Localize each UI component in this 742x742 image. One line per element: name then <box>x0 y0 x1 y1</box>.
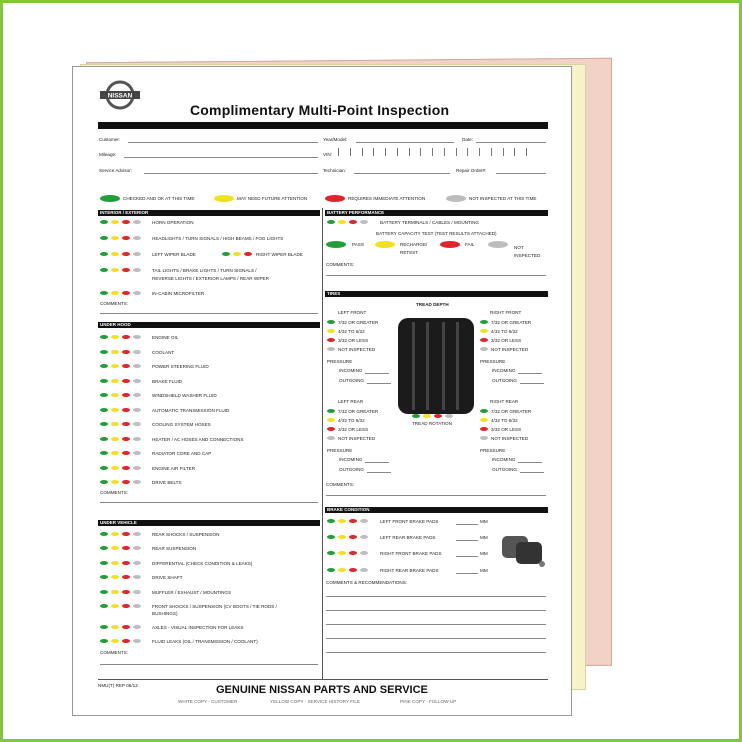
underhood-item-label: DRIVE BELTS <box>152 480 182 485</box>
interior-comments-line[interactable] <box>100 313 318 314</box>
recommendation-line-2[interactable] <box>326 610 546 611</box>
tire-left_front-incoming-line[interactable] <box>365 373 389 374</box>
brake-rating-yellow[interactable] <box>338 568 346 572</box>
right-wiper-rating-red[interactable] <box>244 252 252 256</box>
underhood-rating-red[interactable] <box>122 451 130 455</box>
undervehicle-item-label: MUFFLER / EXHAUST / MOUNTINGS <box>152 590 232 595</box>
underhood-rating-green[interactable] <box>100 480 108 484</box>
underhood-item-label: COOLANT <box>152 350 175 355</box>
tire-right_front-label: RIGHT FRONT <box>490 310 522 315</box>
right-wiper-rating-yellow[interactable] <box>233 252 241 256</box>
legend-green-swatch <box>100 195 120 202</box>
undervehicle-rating-red[interactable] <box>122 590 130 594</box>
rotation-green[interactable] <box>412 414 420 418</box>
undervehicle-rating-green[interactable] <box>100 546 108 550</box>
undervehicle-rating-yellow[interactable] <box>111 639 119 643</box>
tire-right_front-dot-r[interactable] <box>480 338 488 342</box>
brake-item-label: LEFT REAR BRAKE PADS <box>380 535 436 540</box>
tire-right_rear-label: RIGHT REAR <box>490 399 519 404</box>
battery-pass-label: PASS <box>352 242 364 247</box>
undervehicle-rating-green[interactable] <box>100 575 108 579</box>
battery-not-label: NOT <box>514 245 524 250</box>
undervehicle-rating-red[interactable] <box>122 625 130 629</box>
tire-left_front-depth-label: 7/32 OR GREATER <box>338 320 379 325</box>
underhood-rating-red[interactable] <box>122 379 130 383</box>
service-advisor-line[interactable] <box>144 173 318 174</box>
brake-rating-gray[interactable] <box>360 568 368 572</box>
tail-lights-cont-label: REVERSE LIGHTS / EXTERIOR LAMPS / REAR WIPER <box>152 276 269 281</box>
interior-rating-yellow[interactable] <box>111 291 119 295</box>
mileage-line[interactable] <box>124 157 318 158</box>
interior-item-label: LEFT WIPER BLADE <box>152 252 196 257</box>
battery-capacity-label: BATTERY CAPACITY TEST (TEST RESULTS ATTACHED) <box>376 231 497 236</box>
underhood-item-label: HEATER / AC HOSES AND CONNECTIONS <box>152 437 244 442</box>
undervehicle-comments-line[interactable] <box>100 664 318 665</box>
brake-rating-green[interactable] <box>327 535 335 539</box>
undervehicle-rating-gray[interactable] <box>133 625 141 629</box>
underhood-rating-yellow[interactable] <box>111 422 119 426</box>
underhood-rating-yellow[interactable] <box>111 335 119 339</box>
underhood-rating-yellow[interactable] <box>111 393 119 397</box>
tire-left_front-dot-r[interactable] <box>327 338 335 342</box>
undervehicle-rating-green[interactable] <box>100 561 108 565</box>
tire-left_rear-incoming-label: INCOMING <box>339 457 363 462</box>
interior-rating-red[interactable] <box>122 252 130 256</box>
svg-text:NISSAN: NISSAN <box>107 92 133 100</box>
tire-right_front-depth-label: 7/32 OR GREATER <box>491 320 532 325</box>
right-wiper-rating-green[interactable] <box>222 252 230 256</box>
underhood-rating-red[interactable] <box>122 364 130 368</box>
legend-gray-label: NOT INSPECTED AT THIS TIME <box>469 196 537 201</box>
underhood-rating-red[interactable] <box>122 350 130 354</box>
tire-left_rear-depth-label: 4/32 TO 6/32 <box>338 418 365 423</box>
tire-right_front-dot-y[interactable] <box>480 329 488 333</box>
column-divider <box>322 208 323 680</box>
rotation-yellow[interactable] <box>423 414 431 418</box>
battery-header: BATTERY PERFORMANCE <box>325 210 548 216</box>
interior-rating-red[interactable] <box>122 268 130 272</box>
underhood-comments-label: COMMENTS: <box>100 490 129 495</box>
interior-item-label: TAIL LIGHTS / BRAKE LIGHTS / TURN SIGNALS / <box>152 268 257 273</box>
repair-order-line[interactable] <box>496 173 546 174</box>
brake-unit-label: MM <box>480 568 488 573</box>
tires-comments-label: COMMENTS: <box>326 482 355 487</box>
undervehicle-rating-yellow[interactable] <box>111 561 119 565</box>
undervehicle-rating-red[interactable] <box>122 604 130 608</box>
tire-left_rear-outgoing-label: OUTGOING <box>339 467 365 472</box>
undervehicle-rating-red[interactable] <box>122 532 130 536</box>
tire-right_front-outgoing-label: OUTGOING <box>492 378 518 383</box>
battery-yellow[interactable] <box>338 220 346 224</box>
battery-comments-label: COMMENTS: <box>326 262 355 267</box>
undervehicle-rating-green[interactable] <box>100 639 108 643</box>
underhood-item-label: AUTOMATIC TRANSMISSION FLUID <box>152 408 230 413</box>
battery-recharge-label: RECHARGE/ <box>400 242 428 247</box>
underhood-rating-gray[interactable] <box>133 379 141 383</box>
tire-right_rear-dot-g[interactable] <box>480 409 488 413</box>
customer-line[interactable] <box>128 142 318 143</box>
underhood-rating-yellow[interactable] <box>111 350 119 354</box>
battery-retest-label: RETEST <box>400 250 419 255</box>
title-rule <box>98 122 548 129</box>
underhood-rating-green[interactable] <box>100 422 108 426</box>
service-advisor-label: Service Advisor: <box>99 168 132 173</box>
date-line[interactable] <box>476 142 546 143</box>
underhood-comments-line[interactable] <box>100 502 318 503</box>
brake-item-label: RIGHT REAR BRAKE PADS <box>380 568 439 573</box>
underhood-rating-green[interactable] <box>100 364 108 368</box>
tread-rotation-label: TREAD ROTATION <box>412 421 452 426</box>
tire-left_rear-dot-g[interactable] <box>327 409 335 413</box>
brake-item-label: LEFT FRONT BRAKE PADS <box>380 519 439 524</box>
underhood-rating-red[interactable] <box>122 335 130 339</box>
interior-item-label: IN-CABIN MICROFILTER <box>152 291 205 296</box>
undervehicle-header: UNDER VEHICLE <box>98 520 320 526</box>
interior-rating-green[interactable] <box>100 291 108 295</box>
battery-inspected-label: INSPECTED <box>514 253 541 258</box>
underhood-rating-red[interactable] <box>122 408 130 412</box>
brake-rating-gray[interactable] <box>360 535 368 539</box>
mileage-label: Mileage: <box>99 152 117 157</box>
interior-rating-yellow[interactable] <box>111 268 119 272</box>
tire-left_rear-depth-label: NOT INSPECTED <box>338 436 376 441</box>
undervehicle-item-label: FRONT SHOCKS / SUSPENSION (CV BOOTS / TIE RODS / <box>152 604 277 609</box>
interior-rating-green[interactable] <box>100 220 108 224</box>
tire-right_front-dot-n[interactable] <box>480 347 488 351</box>
tire-right_rear-dot-r[interactable] <box>480 427 488 431</box>
battery-item-label: BATTERY TERMINALS / CABLES / MOUNTING <box>380 220 479 225</box>
tire-left_rear-pressure-label: PRESSURE <box>327 448 353 453</box>
tire-right_front-incoming-label: INCOMING <box>492 368 516 373</box>
tire-left_front-pressure-label: PRESSURE <box>327 359 353 364</box>
brake-rating-green[interactable] <box>327 551 335 555</box>
footer-white-copy: WHITE COPY - CUSTOMER <box>178 699 238 704</box>
brake-unit-label: MM <box>480 535 488 540</box>
underhood-item-label: WINDSHIELD WASHER FLUID <box>152 393 217 398</box>
underhood-item-label: RADIATOR CORE AND CAP <box>152 451 212 456</box>
underhood-rating-gray[interactable] <box>133 480 141 484</box>
interior-rating-red[interactable] <box>122 220 130 224</box>
undervehicle-rating-green[interactable] <box>100 532 108 536</box>
tire-left_front-depth-label: 3/32 OR LESS <box>338 338 369 343</box>
underhood-rating-gray[interactable] <box>133 364 141 368</box>
battery-fail-label: FAIL <box>465 242 475 247</box>
undervehicle-rating-yellow[interactable] <box>111 590 119 594</box>
undervehicle-rating-green[interactable] <box>100 590 108 594</box>
underhood-rating-gray[interactable] <box>133 335 141 339</box>
brake-mm-line[interactable] <box>456 556 478 557</box>
underhood-rating-gray[interactable] <box>133 408 141 412</box>
rotation-gray[interactable] <box>445 414 453 418</box>
brake-unit-label: MM <box>480 551 488 556</box>
underhood-rating-gray[interactable] <box>133 451 141 455</box>
interior-rating-green[interactable] <box>100 236 108 240</box>
undervehicle-item-label: REAR SUSPENSION <box>152 546 197 551</box>
rotation-red[interactable] <box>434 414 442 418</box>
interior-rating-red[interactable] <box>122 236 130 240</box>
undervehicle-rating-gray[interactable] <box>133 561 141 565</box>
tire-right_front-outgoing-line[interactable] <box>520 383 544 384</box>
tire-left_rear-depth-label: 7/32 OR GREATER <box>338 409 379 414</box>
legend-green-label: CHECKED AND OK AT THIS TIME <box>123 196 195 201</box>
brake-mm-line[interactable] <box>456 540 478 541</box>
technician-line[interactable] <box>354 173 450 174</box>
form-number: NMU(T) REP 06/13 <box>98 683 138 688</box>
battery-fail-swatch[interactable] <box>440 241 460 248</box>
underhood-rating-yellow[interactable] <box>111 364 119 368</box>
recommendation-line-5[interactable] <box>326 652 546 653</box>
year-model-label: Year/Model: <box>323 137 348 142</box>
tire-right_front-depth-label: 3/32 OR LESS <box>491 338 522 343</box>
vin-label: VIN: <box>323 152 332 157</box>
brake-mm-line[interactable] <box>456 573 478 574</box>
underhood-rating-green[interactable] <box>100 408 108 412</box>
footer-rule <box>98 679 548 680</box>
undervehicle-item-label: AXLES - VISUAL INSPECTION FOR LEAKS <box>152 625 244 630</box>
tire-left_front-outgoing-line[interactable] <box>367 383 391 384</box>
date-label: Date: <box>462 137 473 142</box>
brake-item-label: RIGHT FRONT BRAKE PADS <box>380 551 442 556</box>
brake-rating-red[interactable] <box>349 568 357 572</box>
underhood-item-label: POWER STEERING FLUID <box>152 364 209 369</box>
tire-right_rear-pressure-label: PRESSURE <box>480 448 506 453</box>
interior-rating-yellow[interactable] <box>111 220 119 224</box>
undervehicle-rating-green[interactable] <box>100 604 108 608</box>
tire-right_rear-outgoing-label: OUTGOING <box>492 467 518 472</box>
undervehicle-rating-gray[interactable] <box>133 575 141 579</box>
tire-right_rear-depth-label: 4/32 TO 6/32 <box>491 418 518 423</box>
tire-right_front-depth-label: 4/32 TO 6/32 <box>491 329 518 334</box>
tire-left_front-outgoing-label: OUTGOING <box>339 378 365 383</box>
underhood-item-label: ENGINE AIR FILTER <box>152 466 196 471</box>
battery-gray[interactable] <box>360 220 368 224</box>
tire-left_rear-label: LEFT REAR <box>338 399 364 404</box>
underhood-rating-yellow[interactable] <box>111 379 119 383</box>
brake-unit-label: MM <box>480 519 488 524</box>
interior-rating-red[interactable] <box>122 291 130 295</box>
nissan-logo <box>98 80 142 110</box>
recommendation-line-3[interactable] <box>326 624 546 625</box>
underhood-rating-red[interactable] <box>122 437 130 441</box>
tire-left_rear-dot-y[interactable] <box>327 418 335 422</box>
undervehicle-rating-yellow[interactable] <box>111 625 119 629</box>
tread-depth-label: TREAD DEPTH <box>416 302 449 307</box>
underhood-rating-gray[interactable] <box>133 466 141 470</box>
legend-gray-swatch <box>446 195 466 202</box>
tire-right_rear-depth-label: NOT INSPECTED <box>491 436 529 441</box>
tire-left_front-incoming-label: INCOMING <box>339 368 363 373</box>
tire-left_front-dot-y[interactable] <box>327 329 335 333</box>
undervehicle-rating-red[interactable] <box>122 575 130 579</box>
interior-comments-label: COMMENTS: <box>100 301 129 306</box>
brake-rating-red[interactable] <box>349 551 357 555</box>
underhood-item-label: BRAKE FLUID <box>152 379 183 384</box>
interior-item-label: HORN OPERATION <box>152 220 194 225</box>
undervehicle-item-label: DIFFERENTIAL (CHECK CONDITION & LEAKS) <box>152 561 253 566</box>
interior-rating-yellow[interactable] <box>111 236 119 240</box>
interior-rating-yellow[interactable] <box>111 252 119 256</box>
interior-header: INTERIOR / EXTERIOR <box>98 210 320 216</box>
undervehicle-item-label: FLUID LEAKS (OIL / TRANSMISSION / COOLANT) <box>152 639 258 644</box>
brake-rating-gray[interactable] <box>360 551 368 555</box>
footer-brand: GENUINE NISSAN PARTS AND SERVICE <box>216 684 428 696</box>
underhood-rating-yellow[interactable] <box>111 437 119 441</box>
underhood-item-label: ENGINE OIL <box>152 335 179 340</box>
underhood-rating-gray[interactable] <box>133 393 141 397</box>
underhood-rating-yellow[interactable] <box>111 466 119 470</box>
tire-right_rear-dot-n[interactable] <box>480 436 488 440</box>
tire-left_front-depth-label: 4/32 TO 6/32 <box>338 329 365 334</box>
right-wiper-label: RIGHT WIPER BLADE <box>256 252 303 257</box>
tire-left_front-dot-g[interactable] <box>327 320 335 324</box>
undervehicle-comments-label: COMMENTS: <box>100 650 129 655</box>
interior-rating-gray[interactable] <box>133 291 141 295</box>
tire-left_rear-dot-r[interactable] <box>327 427 335 431</box>
tire-right_front-depth-label: NOT INSPECTED <box>491 347 529 352</box>
brake-rating-red[interactable] <box>349 519 357 523</box>
brake-rating-red[interactable] <box>349 535 357 539</box>
tire-left_front-depth-label: NOT INSPECTED <box>338 347 376 352</box>
underhood-rating-green[interactable] <box>100 335 108 339</box>
battery-red[interactable] <box>349 220 357 224</box>
undervehicle-rating-gray[interactable] <box>133 639 141 643</box>
recommendation-line-4[interactable] <box>326 638 546 639</box>
repair-order-label: Repair Order#: <box>456 168 487 173</box>
interior-rating-green[interactable] <box>100 268 108 272</box>
tire-right_front-incoming-line[interactable] <box>518 373 542 374</box>
legend-red-label: REQUIRES IMMEDIATE ATTENTION <box>348 196 426 201</box>
interior-rating-gray[interactable] <box>133 220 141 224</box>
brakes-header: BRAKE CONDITION <box>325 507 548 513</box>
undervehicle-item-label: DRIVE SHAFT <box>152 575 183 580</box>
tire-right_front-pressure-label: PRESSURE <box>480 359 506 364</box>
underhood-rating-yellow[interactable] <box>111 408 119 412</box>
legend-yellow-label: MAY NEED FUTURE ATTENTION <box>237 196 308 201</box>
tire-right_rear-incoming-label: INCOMING <box>492 457 516 462</box>
undervehicle-rating-yellow[interactable] <box>111 532 119 536</box>
tire-right_front-dot-g[interactable] <box>480 320 488 324</box>
brake-rating-gray[interactable] <box>360 519 368 523</box>
underhood-rating-gray[interactable] <box>133 350 141 354</box>
brake-rating-yellow[interactable] <box>338 519 346 523</box>
undervehicle-rating-gray[interactable] <box>133 546 141 550</box>
underhood-item-label: COOLING SYSTEM HOSES <box>152 422 211 427</box>
technician-label: Technician: <box>323 168 346 173</box>
legend-yellow-swatch <box>214 195 234 202</box>
interior-rating-gray[interactable] <box>133 268 141 272</box>
customer-label: Customer: <box>99 137 121 142</box>
tire-left_rear-incoming-line[interactable] <box>365 462 389 463</box>
tire-left_front-dot-n[interactable] <box>327 347 335 351</box>
battery-recharge-swatch[interactable] <box>375 241 395 248</box>
brake-rating-yellow[interactable] <box>338 551 346 555</box>
underhood-rating-red[interactable] <box>122 466 130 470</box>
brake-rating-yellow[interactable] <box>338 535 346 539</box>
tire-left_rear-outgoing-line[interactable] <box>367 472 391 473</box>
tires-header: TIRES <box>325 291 548 297</box>
legend-red-swatch <box>325 195 345 202</box>
battery-not-swatch[interactable] <box>488 241 508 248</box>
undervehicle-rating-red[interactable] <box>122 561 130 565</box>
year-model-line[interactable] <box>356 142 454 143</box>
tire-left_front-label: LEFT FRONT <box>338 310 367 315</box>
tire-right_rear-incoming-line[interactable] <box>518 462 542 463</box>
page-title: Complimentary Multi-Point Inspection <box>190 102 450 118</box>
brake-pad-icon <box>500 530 546 568</box>
underhood-rating-green[interactable] <box>100 379 108 383</box>
undervehicle-rating-green[interactable] <box>100 625 108 629</box>
tire-left_rear-dot-n[interactable] <box>327 436 335 440</box>
underhood-rating-green[interactable] <box>100 451 108 455</box>
interior-rating-gray[interactable] <box>133 252 141 256</box>
brake-rating-green[interactable] <box>327 519 335 523</box>
tire-right_rear-dot-y[interactable] <box>480 418 488 422</box>
tire-right_rear-outgoing-line[interactable] <box>520 472 544 473</box>
underhood-rating-gray[interactable] <box>133 422 141 426</box>
undervehicle-rating-gray[interactable] <box>133 604 141 608</box>
tire-image <box>398 318 474 414</box>
brakes-comments-label: COMMENTS & RECOMMENDATIONS: <box>326 580 408 585</box>
underhood-rating-green[interactable] <box>100 466 108 470</box>
underhood-rating-green[interactable] <box>100 393 108 397</box>
underhood-header: UNDER HOOD <box>98 322 320 328</box>
tire-right_rear-depth-label: 3/32 OR LESS <box>491 427 522 432</box>
undervehicle-item-label: REAR SHOCKS / SUSPENSION <box>152 532 220 537</box>
underhood-rating-yellow[interactable] <box>111 451 119 455</box>
battery-comments-line[interactable] <box>326 275 546 276</box>
brake-mm-line[interactable] <box>456 524 478 525</box>
battery-green[interactable] <box>327 220 335 224</box>
undervehicle-rating-red[interactable] <box>122 639 130 643</box>
vin-boxes[interactable] <box>338 148 538 156</box>
undervehicle-rating-yellow[interactable] <box>111 575 119 579</box>
tire-left_rear-depth-label: 3/32 OR LESS <box>338 427 369 432</box>
underhood-rating-red[interactable] <box>122 393 130 397</box>
interior-rating-gray[interactable] <box>133 236 141 240</box>
footer-pink-copy: PINK COPY - FOLLOW-UP <box>400 699 457 704</box>
bushings-cont-label: BUSHINGS) <box>152 611 178 616</box>
interior-rating-green[interactable] <box>100 252 108 256</box>
undervehicle-rating-gray[interactable] <box>133 590 141 594</box>
interior-item-label: HEADLIGHTS / TURN SIGNALS / HIGH BEAMS / FOG LIGHTS <box>152 236 284 241</box>
undervehicle-rating-yellow[interactable] <box>111 546 119 550</box>
undervehicle-rating-yellow[interactable] <box>111 604 119 608</box>
footer-yellow-copy: YELLOW COPY - SERVICE HISTORY FILE <box>270 699 360 704</box>
undervehicle-rating-gray[interactable] <box>133 532 141 536</box>
tires-comments-line[interactable] <box>326 495 546 496</box>
underhood-rating-yellow[interactable] <box>111 480 119 484</box>
tire-right_rear-depth-label: 7/32 OR GREATER <box>491 409 532 414</box>
brake-rating-green[interactable] <box>327 568 335 572</box>
underhood-rating-red[interactable] <box>122 422 130 426</box>
battery-pass-swatch[interactable] <box>326 241 346 248</box>
underhood-rating-green[interactable] <box>100 350 108 354</box>
underhood-rating-green[interactable] <box>100 437 108 441</box>
underhood-rating-gray[interactable] <box>133 437 141 441</box>
underhood-rating-red[interactable] <box>122 480 130 484</box>
undervehicle-rating-red[interactable] <box>122 546 130 550</box>
recommendation-line-1[interactable] <box>326 596 546 597</box>
